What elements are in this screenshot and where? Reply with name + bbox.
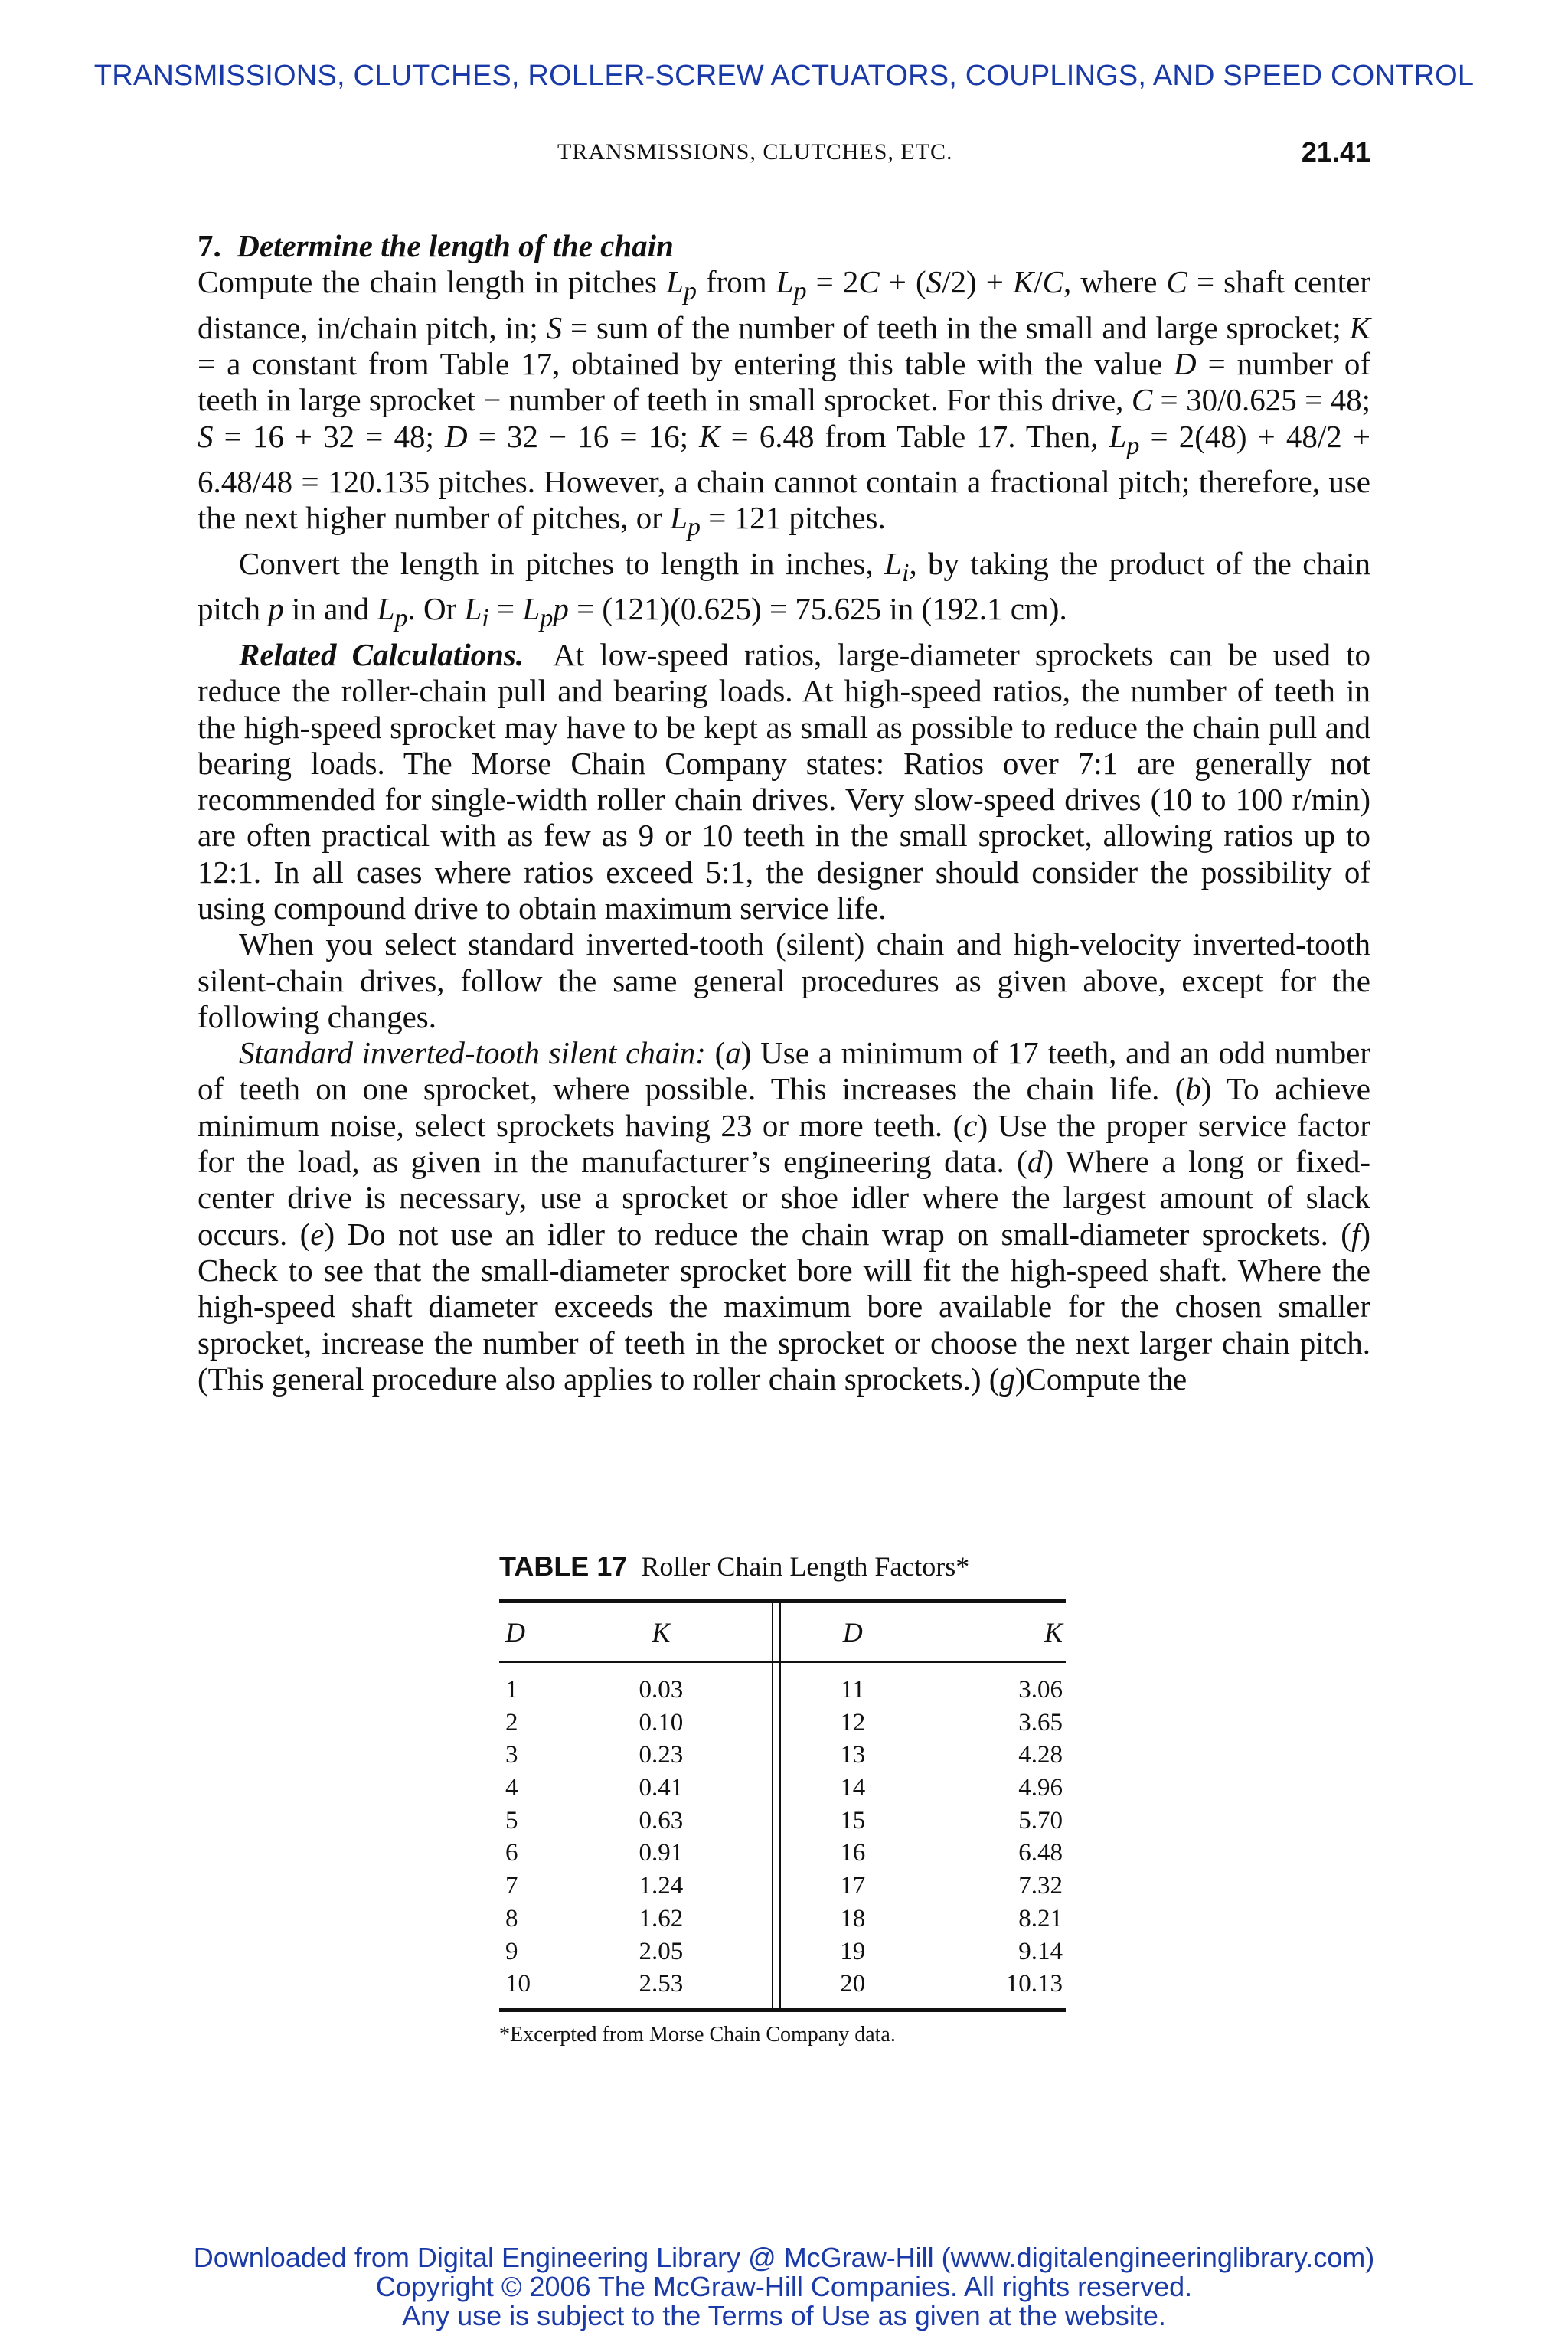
table-row — [499, 1674, 1066, 1707]
table-caption — [499, 1550, 1066, 1583]
table-cell: 0.63 — [639, 1806, 684, 1834]
table-cell: 15 — [840, 1806, 866, 1834]
table-cell: 9.14 — [1018, 1937, 1063, 1965]
table-cell: 13 — [840, 1741, 866, 1769]
table-body — [499, 1663, 1066, 2008]
table-row — [499, 1772, 1066, 1805]
body-text — [198, 228, 1370, 1397]
table-title: Roller Chain Length Factors* — [641, 1551, 970, 1582]
table-header-cell: D — [842, 1617, 863, 1648]
table-cell: 2 — [505, 1708, 518, 1736]
table-cell: 12 — [840, 1708, 866, 1736]
step-title: Determine the length of the chain — [237, 228, 674, 263]
document-banner: TRANSMISSIONS, CLUTCHES, ROLLER-SCREW ACTUATORS, COUPLINGS, AND SPEED CONTROL — [93, 60, 1475, 92]
table-cell: 4.96 — [1018, 1774, 1063, 1802]
table-cell: 17 — [840, 1872, 866, 1900]
table-cell: 7 — [505, 1872, 518, 1900]
table-cell: 1.24 — [639, 1872, 684, 1900]
table-cell: 5.70 — [1018, 1806, 1063, 1834]
table-cell: 6.48 — [1018, 1839, 1063, 1867]
running-head — [198, 136, 1370, 178]
step-number: 7. — [198, 228, 221, 263]
page-number: 21.41 — [1301, 136, 1370, 168]
table-cell: 5 — [505, 1806, 518, 1834]
table-cell: 19 — [840, 1937, 866, 1965]
table-footnote: *Excerpted from Morse Chain Company data. — [499, 2022, 896, 2047]
table-row — [499, 1903, 1066, 1936]
table-cell: 10.13 — [1005, 1970, 1063, 1998]
table-cell: 20 — [840, 1970, 866, 1998]
table-cell: 0.03 — [639, 1676, 684, 1704]
table-row — [499, 1805, 1066, 1838]
table-cell: 8 — [505, 1904, 518, 1932]
table-cell: 2.05 — [639, 1937, 684, 1965]
table-cell: 9 — [505, 1937, 518, 1965]
footer-copyright-line: Copyright © 2006 The McGraw-Hill Companies. All rights reserved. — [375, 2271, 1193, 2302]
step-heading — [198, 228, 1370, 264]
table-cell: 4 — [505, 1774, 518, 1802]
paragraph-related-calculations: Related Calculations. At low-speed ratios, large-diameter sprockets can be used to reduce the roller-chain pull and bearing loads. At high-speed ratios, the number of teeth in the high-speed sprocket may have to be kept as small as possible to reduce the chain pull and bearing loads. The Morse Chain Company states: Ratios over 7:1 are generally not recommended for single-width roller chain drives. Very slow-speed drives (10 to 100 r/min) are often practical with as few as 9 or 10 teeth in the small sprocket, allowing ratios up to 12:1. In all cases where ratios exceed 5:1, the designer should consider the possibility of using compound drive to obtain maximum service life. — [198, 636, 1370, 926]
table-cell: 0.91 — [639, 1839, 684, 1867]
page-footer — [0, 2243, 1568, 2331]
table-cell: 3 — [505, 1741, 518, 1769]
table-cell: 11 — [840, 1676, 865, 1704]
table-row — [499, 1837, 1066, 1870]
table-row — [499, 1739, 1066, 1772]
table-cell: 2.53 — [639, 1970, 684, 1998]
table-cell: 4.28 — [1018, 1741, 1063, 1769]
table-row — [499, 1936, 1066, 1968]
table-cell: 1 — [505, 1676, 518, 1704]
running-head-title: TRANSMISSIONS, CLUTCHES, ETC. — [557, 139, 953, 165]
table-cell: 10 — [505, 1970, 531, 1998]
table-cell: 7.32 — [1018, 1872, 1063, 1900]
table-cell: 0.41 — [639, 1774, 684, 1802]
footer-terms-line: Any use is subject to the Terms of Use as given at the website. — [402, 2300, 1166, 2331]
table-row — [499, 1870, 1066, 1903]
table-cell: 8.21 — [1018, 1904, 1063, 1932]
table-label: TABLE 17 — [499, 1550, 628, 1582]
table-cell: 0.23 — [639, 1741, 684, 1769]
table-header-cell: K — [1044, 1617, 1063, 1648]
paragraph-silent-chain-intro: When you select standard inverted-tooth (silent) chain and high-velocity inverted-tooth silent-chain drives, follow the same general procedures as given above, except for the following changes. — [198, 926, 1370, 1034]
table-header-row — [499, 1603, 1066, 1661]
table-cell: 3.65 — [1018, 1708, 1063, 1736]
roller-chain-table — [499, 1550, 1066, 2047]
paragraph-chain-length: Compute the chain length in pitches $L_p$ from $L_p = 2C + (S/2) + K/C$, where C = shaft center distance, in/chain pitch, in; S = sum of the number of teeth in the small and large sprocket; K = a constant from Table 17, obtained by entering this table with the value D = number of teeth in large sprocket − number of teeth in small sprocket. For this drive, C = 30/0.625 = 48; S = 16 + 32 = 48; D = 32 − 16 = 16; K = 6.48 from Table 17. Then, $L_p = 2(48) + 48/2 + 6.48/48 = 120.135$ pitches. However, a chain cannot contain a fractional pitch; therefore, use the next higher number of pitches, or $L_p = 121$ pitches. — [198, 264, 1371, 542]
table-cell: 1.62 — [639, 1904, 684, 1932]
table-cell: 3.06 — [1018, 1676, 1063, 1704]
table-cell: 0.10 — [639, 1708, 684, 1736]
table-row — [499, 1968, 1066, 2001]
table-header-cell: K — [652, 1617, 671, 1648]
table-cell: 14 — [840, 1774, 866, 1802]
table-row — [499, 1707, 1066, 1740]
table-cell: 18 — [840, 1904, 866, 1932]
paragraph-convert-length: Convert the length in pitches to length in inches, $L_i$, by taking the product of the chain pitch p in and $L_p$. Or $L_i = L_pp = (121)(0.625) = 75.625$ in (192.1 cm). — [198, 545, 1371, 633]
footer-download-line: Downloaded from Digital Engineering Library @ McGraw-Hill (www.digitalengineeringlibrary.com) — [193, 2242, 1375, 2273]
table-header-cell: D — [505, 1617, 525, 1648]
paragraph-silent-chain-steps: Standard inverted-tooth silent chain: (a) Use a minimum of 17 teeth, and an odd number of teeth on one sprocket, where possible. This increases the chain life. (b) To achieve minimum noise, select sprockets having 23 or more teeth. (c) Use the proper service factor for the load, as given in the manufacturer’s engineering data. (d) Where a long or fixed-center drive is necessary, use a sprocket or shoe idler where the largest amount of slack occurs. (e) Do not use an idler to reduce the chain wrap on small-diameter sprockets. (f) Check to see that the small-diameter sprocket bore will fit the high-speed shaft. Where the high-speed shaft diameter exceeds the maximum bore available for the chosen smaller sprocket, increase the number of teeth in the sprocket or choose the next larger chain pitch. (This general procedure also applies to roller chain sprockets.) (g)Compute the — [198, 1035, 1371, 1396]
table-cell: 6 — [505, 1839, 518, 1867]
table-cell: 16 — [840, 1839, 866, 1867]
